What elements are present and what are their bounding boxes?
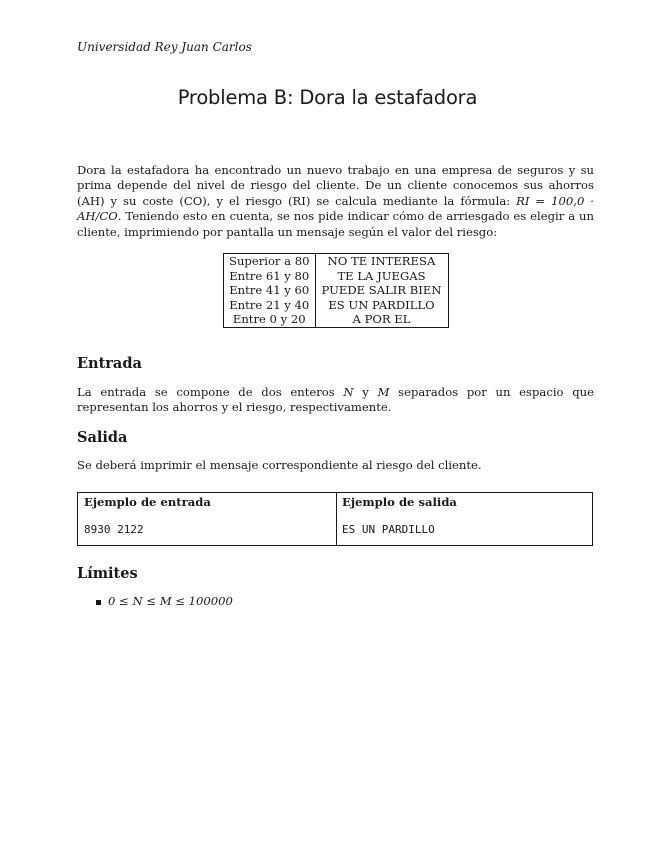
risk-range: Entre 21 y 40 bbox=[224, 298, 316, 313]
var-n: N bbox=[343, 385, 354, 399]
example-output-column bbox=[336, 493, 592, 545]
table-row bbox=[224, 283, 449, 298]
table-row bbox=[224, 298, 449, 313]
salida-paragraph: Se deberá imprimir el mensaje correspondiente al riesgo del cliente. bbox=[77, 458, 482, 472]
table-row bbox=[224, 254, 449, 269]
example-input-column bbox=[78, 493, 337, 545]
example-input-value: 8930 2122 bbox=[84, 523, 144, 536]
intro-text-1: Dora la estafadora ha encontrado un nuevo trabajo en una empresa de seguros y su prima depende del nivel de riesgo del cliente. De un cliente conocemos sus ahorros (AH) y su coste (CO), y el riesgo (RI) se calcula mediante la fórmula: bbox=[77, 163, 594, 208]
entrada-text-1: La entrada se compone de dos enteros bbox=[77, 385, 344, 399]
example-input-heading: Ejemplo de entrada bbox=[84, 495, 211, 509]
risk-range: Superior a 80 bbox=[224, 254, 316, 269]
formula: RI = 100,0 · AH/CO bbox=[77, 193, 594, 224]
entrada-paragraph bbox=[77, 385, 594, 416]
table-row bbox=[224, 269, 449, 284]
table-row bbox=[224, 312, 449, 327]
risk-message: ES UN PARDILLO bbox=[328, 297, 435, 312]
risk-message: A POR EL bbox=[352, 312, 411, 326]
page-header: Universidad Rey Juan Carlos bbox=[77, 40, 252, 54]
limites-text: 0 ≤ N ≤ M ≤ 100000 bbox=[108, 594, 233, 608]
var-m: M bbox=[377, 385, 390, 399]
entrada-text-3: separados por un espacio que representan los ahorros y el riesgo, respectivamente. bbox=[77, 385, 594, 415]
example-output-heading: Ejemplo de salida bbox=[342, 495, 457, 509]
page-title: Problema B: Dora la estafadora bbox=[177, 86, 478, 109]
salida-heading: Salida bbox=[77, 429, 128, 446]
risk-range: Entre 0 y 20 bbox=[224, 312, 316, 327]
risk-message: NO TE INTERESA bbox=[327, 254, 436, 268]
bullet-icon bbox=[96, 600, 101, 605]
entrada-text-2: y bbox=[353, 385, 378, 399]
risk-table bbox=[223, 253, 449, 328]
limites-item bbox=[96, 594, 233, 608]
risk-message: TE LA JUEGAS bbox=[337, 268, 426, 283]
intro-text-2: . Teniendo esto en cuenta, se nos pide indicar cómo de arriesgado es elegir a un cliente, imprimiendo por pantalla un mensaje según el valor del riesgo: bbox=[77, 209, 594, 239]
example-box bbox=[77, 492, 593, 546]
intro-paragraph bbox=[77, 163, 594, 240]
entrada-heading: Entrada bbox=[77, 355, 142, 372]
risk-range: Entre 41 y 60 bbox=[224, 283, 316, 298]
example-output-value: ES UN PARDILLO bbox=[342, 523, 435, 536]
limites-heading: Límites bbox=[77, 565, 138, 582]
risk-range: Entre 61 y 80 bbox=[224, 269, 316, 284]
risk-message: PUEDE SALIR BIEN bbox=[321, 283, 442, 297]
